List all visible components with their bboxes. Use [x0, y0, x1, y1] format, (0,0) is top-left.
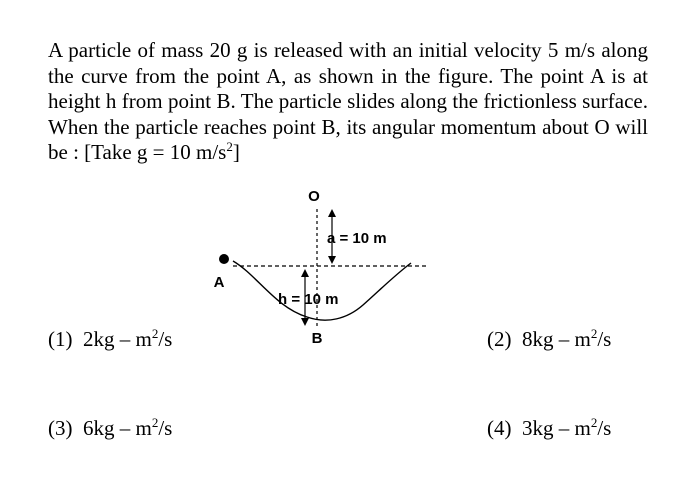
h-arrow-head-down — [301, 318, 309, 326]
option-superscript: 2 — [151, 415, 159, 430]
option-superscript: 2 — [151, 326, 159, 341]
option-3[interactable] — [48, 416, 172, 441]
question-superscript: 2 — [226, 139, 233, 154]
a-arrow-head-down — [328, 256, 336, 264]
h-arrow-head-up — [301, 269, 309, 277]
label-a: A — [213, 274, 225, 291]
question-end: ] — [232, 140, 240, 164]
option-4[interactable] — [487, 416, 611, 441]
question-text — [48, 38, 648, 166]
option-value: 8kg – m — [522, 327, 591, 351]
option-unit: /s — [158, 327, 173, 351]
option-unit: /s — [597, 416, 612, 440]
option-number: (4) — [487, 416, 512, 440]
figure — [195, 183, 445, 348]
label-o: O — [308, 188, 320, 205]
option-superscript: 2 — [590, 415, 598, 430]
option-2[interactable] — [487, 327, 611, 352]
particle-ball — [219, 254, 229, 264]
label-a-distance: a = 10 m — [327, 230, 387, 247]
a-arrow-head-up — [328, 209, 336, 217]
option-number: (2) — [487, 327, 512, 351]
option-1[interactable] — [48, 327, 172, 352]
option-number: (3) — [48, 416, 73, 440]
option-value: 6kg – m — [83, 416, 152, 440]
option-number: (1) — [48, 327, 73, 351]
option-value: 3kg – m — [522, 416, 591, 440]
option-unit: /s — [158, 416, 173, 440]
label-h-distance: h = 10 m — [278, 291, 339, 308]
option-superscript: 2 — [590, 326, 598, 341]
option-value: 2kg – m — [83, 327, 152, 351]
question-body: A particle of mass 20 g is released with an initial velocity 5 m/s along the curve from the point A, as shown in the figure. The point A is at height h from point B. The particle slides along the frictionless surface. When the particle reaches point B, its angular momentum about O will be : [Take g = 10 m/s — [48, 38, 648, 164]
label-b: B — [311, 330, 323, 347]
option-unit: /s — [597, 327, 612, 351]
